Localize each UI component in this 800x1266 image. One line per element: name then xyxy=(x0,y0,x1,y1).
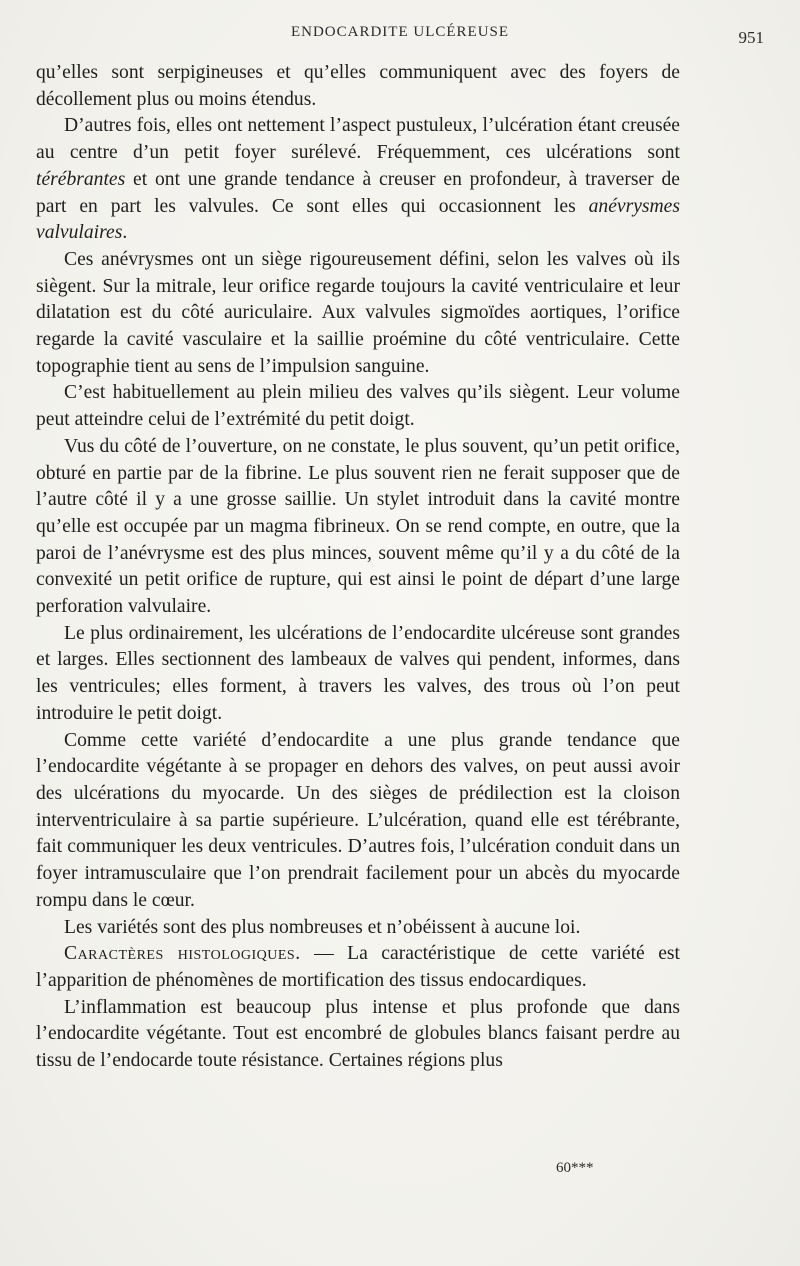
paragraph: qu’elles sont serpigineuses et qu’elles communiquent avec des foyers de décollement plus ou moins étendus. xyxy=(36,62,680,110)
running-title: ENDOCARDITE ULCÉREUSE xyxy=(290,24,510,40)
paragraph: Comme cette variété d’endocardite a une plus grande tendance que l’endocardite végétante à se propager en dehors des valves, on peut aussi avoir des ulcérations du myocarde. Un des sièges de prédilection est la cloison interventriculaire à sa partie supérieure. L’ulcération, quand elle est térébrante, fait communiquer les deux ventricules. D’autres fois, l’ulcération conduit dans un foyer intramusculaire que l’on prendrait facilement pour un abcès du myocarde rompu dans le cœur. xyxy=(36,729,680,911)
paragraph: Vus du côté de l’ouverture, on ne constate, le plus souvent, qu’un petit orifice, obturé en partie par de la fibrine. Le plus souvent rien ne ferait supposer que de l’autre côté il y a une grosse saillie. Un stylet introduit dans la cavité montre qu’elle est occupée par un magma fibrineux. On se rend compte, en outre, que la paroi de l’anévrysme est des plus minces, souvent même qu’il y a du côté de la convexité un petit orifice de rupture, qui est ainsi le point de départ d’une large perforation valvulaire. xyxy=(36,435,680,618)
page-number: 951 xyxy=(738,28,764,47)
paragraph: Le plus ordinairement, les ulcérations de l’endocardite ulcéreuse sont grandes et larges. Elles sectionnent des lambeaux de valves qui pendent, informes, dans les ventricules; elles forment, à travers les valves, des trous où l’on peut introduire le petit doigt. xyxy=(36,622,680,724)
section-heading: Caractères histologiques. xyxy=(64,943,301,965)
signature-mark: 60*** xyxy=(556,1160,594,1176)
page-header xyxy=(36,24,764,46)
paragraph-text: . xyxy=(122,222,128,244)
body-text xyxy=(36,60,680,1075)
paragraph: L’inflammation est beaucoup plus intense et plus profonde que dans l’endocardite végétante. Tout est encombré de globules blancs faisant perdre au tissu de l’endocarde toute résistance. Certaines régions plus xyxy=(36,996,680,1072)
italic-term: anévrysmes valvulaires xyxy=(36,195,680,244)
paragraph: Ces anévrysmes ont un siège rigoureusement défini, selon les valves où ils siègent. Sur la mitrale, leur orifice regarde toujours la cavité ventriculaire et leur dilatation est du côté auriculaire. Aux valvules sigmoïdes aortiques, l’orifice regarde la cavité vasculaire et la saillie proémine du côté ventriculaire. Cette topographie tient au sens de l’impulsion sanguine. xyxy=(36,248,680,377)
paragraph-text: D’autres fois, elles ont nettement l’aspect pustuleux, l’ulcération étant creusée au centre d’un petit foyer surélevé. Fréquemment, ces ulcérations sont xyxy=(36,115,680,164)
paragraph-text: — La caractéristique de cette variété est l’apparition de phénomènes de mortification des tissus endocardiques. xyxy=(36,943,680,991)
italic-term: térébrantes xyxy=(36,168,126,190)
paragraph: C’est habituellement au plein milieu des valves qu’ils siègent. Leur volume peut atteindre celui de l’extrémité du petit doigt. xyxy=(36,382,680,431)
paragraph xyxy=(36,941,680,994)
paragraph: Les variétés sont des plus nombreuses et n’obéissent à aucune loi. xyxy=(64,916,581,938)
paragraph-text: et ont une grande tendance à creuser en profondeur, à traverser de part en part les valvules. Ce sont elles qui occasionnent les xyxy=(36,168,680,217)
paragraph xyxy=(36,113,680,247)
